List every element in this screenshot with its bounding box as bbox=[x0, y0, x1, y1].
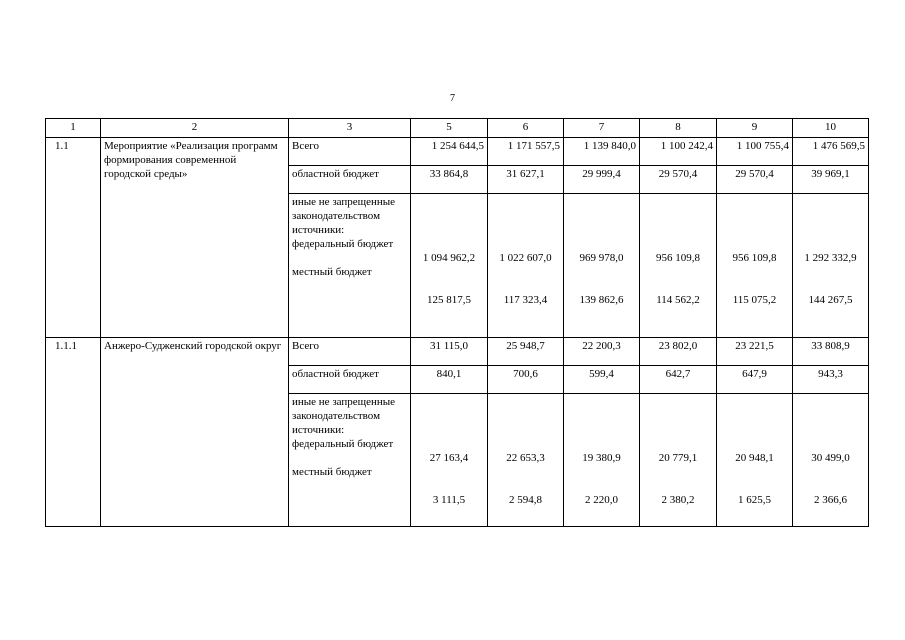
federal-label: федеральный бюджет bbox=[292, 238, 394, 250]
value-cell: 1 100 242,4 bbox=[640, 138, 717, 166]
value-cell: 956 109,8 bbox=[656, 252, 700, 264]
value-group bbox=[717, 394, 793, 527]
value-group bbox=[411, 394, 488, 527]
value-cell: 117 323,4 bbox=[503, 294, 548, 306]
value-cell: 1 100 755,4 bbox=[717, 138, 793, 166]
value-cell: 1 476 569,5 bbox=[793, 138, 869, 166]
col-header: 2 bbox=[101, 119, 289, 138]
source-group bbox=[289, 194, 411, 338]
col-header: 8 bbox=[640, 119, 717, 138]
budget-table bbox=[45, 118, 869, 527]
value-cell: 114 562,2 bbox=[656, 294, 700, 306]
value-cell: 139 862,6 bbox=[579, 294, 624, 306]
value-cell: 22 653,3 bbox=[506, 452, 545, 464]
item-number: 1.1.1 bbox=[46, 338, 101, 527]
value-cell: 1 094 962,2 bbox=[422, 252, 476, 264]
item-name: Мероприятие «Реализация программ формирования современной городской среды» bbox=[101, 138, 289, 338]
value-cell: 1 139 840,0 bbox=[564, 138, 640, 166]
value-cell: 30 499,0 bbox=[811, 452, 850, 464]
value-cell: 956 109,8 bbox=[732, 252, 777, 264]
source-group bbox=[289, 394, 411, 527]
federal-label: федеральный бюджет bbox=[292, 438, 394, 450]
value-cell: 29 570,4 bbox=[717, 166, 793, 194]
source-label: областной бюджет bbox=[289, 166, 411, 194]
item-name: Анжеро-Судженский городской округ bbox=[101, 338, 289, 527]
col-header: 5 bbox=[411, 119, 488, 138]
value-cell: 700,6 bbox=[488, 366, 564, 394]
value-cell: 1 254 644,5 bbox=[411, 138, 488, 166]
item-number: 1.1 bbox=[46, 138, 101, 338]
page-number: 7 bbox=[450, 93, 455, 104]
value-cell: 1 171 557,5 bbox=[488, 138, 564, 166]
value-cell: 599,4 bbox=[564, 366, 640, 394]
value-cell: 1 022 607,0 bbox=[499, 252, 552, 264]
col-header: 7 bbox=[564, 119, 640, 138]
value-cell: 29 999,4 bbox=[564, 166, 640, 194]
value-cell: 840,1 bbox=[411, 366, 488, 394]
col-header: 6 bbox=[488, 119, 564, 138]
value-group bbox=[564, 194, 640, 338]
col-header: 1 bbox=[46, 119, 101, 138]
value-cell: 27 163,4 bbox=[429, 452, 469, 464]
value-group bbox=[488, 394, 564, 527]
value-cell: 2 366,6 bbox=[814, 494, 847, 506]
value-cell: 647,9 bbox=[717, 366, 793, 394]
header-row bbox=[46, 119, 869, 138]
col-header: 3 bbox=[289, 119, 411, 138]
local-label: местный бюджет bbox=[292, 266, 372, 278]
value-cell: 144 267,5 bbox=[808, 294, 853, 306]
value-group bbox=[793, 194, 869, 338]
value-group bbox=[411, 194, 488, 338]
col-header: 10 bbox=[793, 119, 869, 138]
value-group bbox=[640, 394, 717, 527]
value-cell: 20 779,1 bbox=[658, 452, 698, 464]
value-cell: 22 200,3 bbox=[564, 338, 640, 366]
value-cell: 33 808,9 bbox=[793, 338, 869, 366]
value-cell: 20 948,1 bbox=[735, 452, 774, 464]
value-cell: 969 978,0 bbox=[579, 252, 624, 264]
value-cell: 2 380,2 bbox=[661, 494, 695, 506]
value-cell: 2 594,8 bbox=[509, 494, 542, 506]
col-header: 9 bbox=[717, 119, 793, 138]
value-group bbox=[717, 194, 793, 338]
value-cell: 642,7 bbox=[640, 366, 717, 394]
value-cell: 31 627,1 bbox=[488, 166, 564, 194]
value-group bbox=[488, 194, 564, 338]
table-row bbox=[46, 338, 869, 366]
other-sources-label: иные не запрещенные законодательством источники: bbox=[292, 396, 396, 436]
value-cell: 31 115,0 bbox=[411, 338, 488, 366]
value-cell: 943,3 bbox=[793, 366, 869, 394]
other-sources-label: иные не запрещенные законодательством источники: bbox=[292, 196, 396, 236]
value-group bbox=[564, 394, 640, 527]
value-cell: 25 948,7 bbox=[488, 338, 564, 366]
value-group bbox=[640, 194, 717, 338]
value-cell: 115 075,2 bbox=[732, 294, 777, 306]
value-cell: 125 817,5 bbox=[427, 294, 471, 306]
source-label: областной бюджет bbox=[289, 366, 411, 394]
value-cell: 23 221,5 bbox=[717, 338, 793, 366]
value-cell: 1 625,5 bbox=[738, 494, 771, 506]
value-cell: 1 292 332,9 bbox=[804, 252, 857, 264]
value-cell: 2 220,0 bbox=[585, 494, 618, 506]
value-cell: 3 111,5 bbox=[432, 494, 466, 506]
source-label: Всего bbox=[289, 138, 411, 166]
value-cell: 33 864,8 bbox=[411, 166, 488, 194]
value-cell: 23 802,0 bbox=[640, 338, 717, 366]
value-group bbox=[793, 394, 869, 527]
local-label: местный бюджет bbox=[292, 466, 372, 478]
source-label: Всего bbox=[289, 338, 411, 366]
value-cell: 39 969,1 bbox=[793, 166, 869, 194]
table-row bbox=[46, 138, 869, 166]
value-cell: 29 570,4 bbox=[640, 166, 717, 194]
value-cell: 19 380,9 bbox=[582, 452, 621, 464]
